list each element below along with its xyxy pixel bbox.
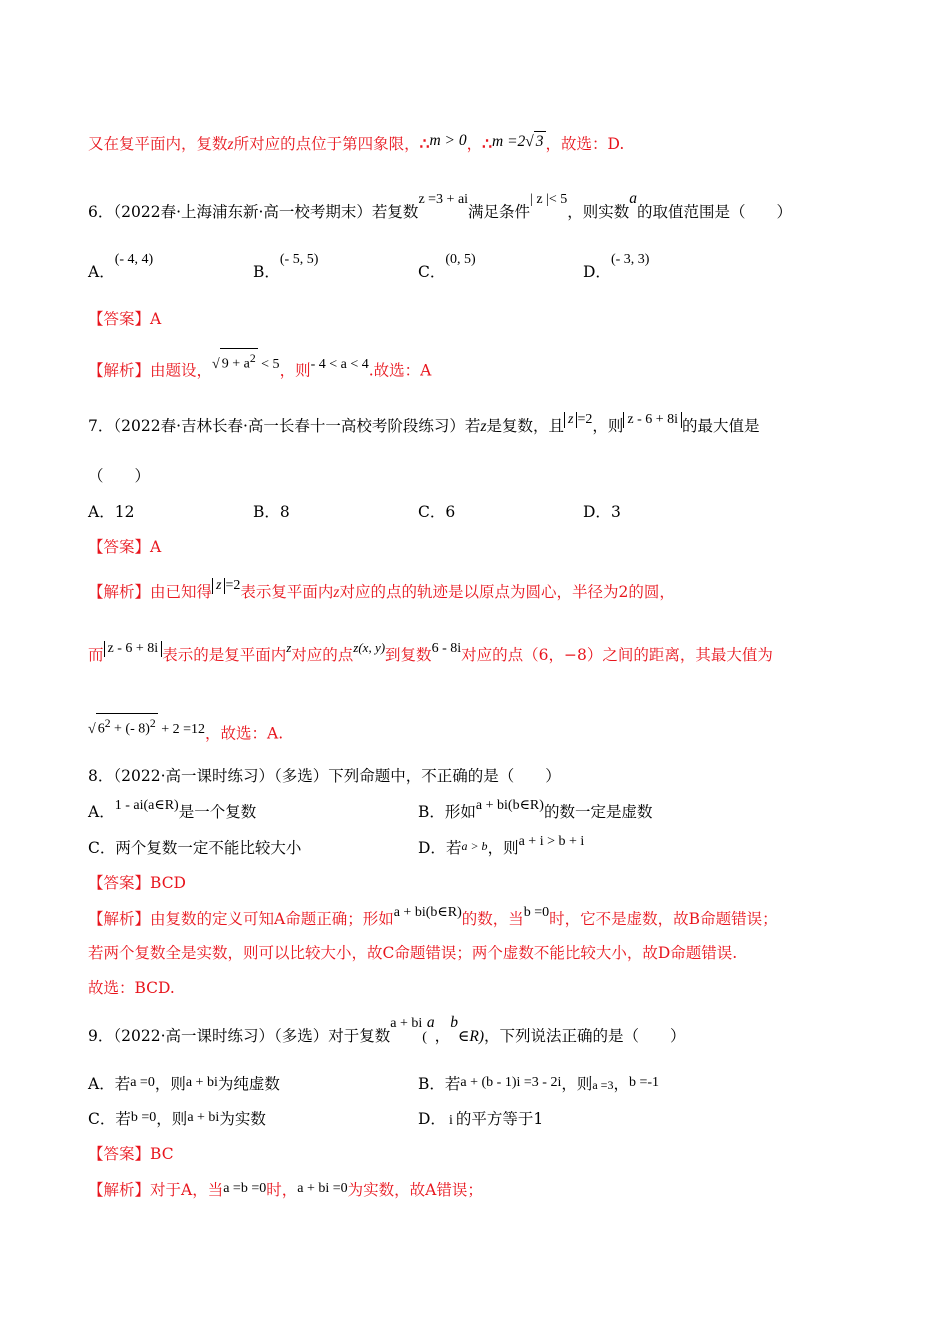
q6-analysis: [88, 352, 432, 383]
q8-answer: [88, 873, 186, 893]
question-9-stem: [88, 1014, 686, 1048]
text-segment: 对应的点的轨迹是以原点为圆心，半径为2的圆，: [339, 583, 675, 601]
math-m-gt-0: m > 0: [429, 132, 467, 149]
math-abs: z: [212, 578, 225, 594]
math-z: z: [286, 640, 292, 655]
option-label: D．: [583, 503, 611, 521]
option-value: (- 5, 5): [279, 252, 319, 267]
math-z-expr: z =3 + ai: [418, 192, 469, 207]
option-label: D．: [418, 839, 446, 857]
analysis-tag: 【解析】: [88, 910, 151, 928]
text-segment: ，则实数: [567, 203, 630, 221]
q6-answer: [88, 309, 161, 329]
math-expr: a + bi: [390, 1016, 423, 1031]
text-segment: 故选：BCD.: [88, 979, 175, 997]
option-math: a + bi: [187, 1110, 220, 1125]
option-value: 6: [445, 503, 456, 521]
option-value: 3: [610, 503, 621, 521]
math-expr: a + bi =0: [297, 1181, 348, 1196]
q6-option-a[interactable]: [88, 252, 154, 284]
q7-analysis-line1: [88, 578, 675, 604]
text-segment: 的取值范围是（ ）: [637, 203, 793, 221]
text-segment: ，: [434, 1027, 451, 1045]
text-segment: 对于A，当: [150, 1181, 224, 1199]
math-rhs: =2: [225, 578, 241, 593]
math-distance: √ $6^2$ + (- 8)$^2$ + 2 =12: [88, 722, 205, 737]
math-range: - 4 < a < 4: [310, 356, 369, 372]
text-segment: 由已知得: [150, 583, 213, 601]
answer-value: A: [150, 538, 162, 556]
option-math: a =0: [130, 1075, 155, 1090]
text-segment: 表示的是复平面内: [162, 646, 287, 664]
q8-option-a[interactable]: [88, 798, 257, 824]
option-text: 为实数: [219, 1110, 266, 1128]
option-text: 若: [444, 1075, 461, 1093]
text-segment: 的数，当: [461, 910, 524, 928]
text-segment: 所对应的点位于第四象限，: [233, 135, 420, 153]
text-segment: 对应的点（6，−8）之间的距离，其最大值为: [461, 646, 773, 664]
option-math: a =3: [592, 1078, 614, 1092]
q8-analysis-line2: [88, 943, 737, 963]
option-label: B．: [418, 803, 445, 821]
math-expr: a + bi(b∈R): [393, 905, 462, 920]
text-segment: ，故选：A.: [205, 724, 284, 743]
option-math: a + bi(b∈R): [475, 798, 544, 813]
math-abs-expr: z - 6 + 8i: [104, 641, 163, 657]
analysis-tag: 【解析】: [88, 583, 151, 601]
option-math: b =-1: [628, 1075, 660, 1090]
q8-analysis-line1: [88, 905, 778, 931]
question-source: （2022春·吉林长春·高一长春十一高校考阶段练习）若: [113, 417, 481, 435]
option-math: b =0: [130, 1110, 157, 1125]
option-math: a + i > b + i: [518, 834, 585, 849]
math-sup: 2: [104, 717, 111, 730]
question-number: 7．: [88, 417, 114, 435]
text-segment: 是复数，且: [486, 417, 564, 435]
option-value: (- 4, 4): [114, 252, 154, 267]
option-text: 若: [115, 1110, 131, 1128]
answer-value: BC: [150, 1145, 174, 1163]
question-8-stem: [88, 766, 561, 786]
text-segment: 时，它不是虚数，故B命题错误；: [549, 910, 778, 928]
answer-tag: 【答案】: [88, 874, 151, 892]
option-text: ，则: [154, 1075, 186, 1093]
option-label: B．: [253, 263, 280, 281]
q6-option-d[interactable]: [583, 252, 650, 284]
math-m-eq-root: 3: [535, 133, 544, 150]
math-paren: (: [422, 1030, 427, 1045]
option-text: ，则: [561, 1075, 593, 1093]
text-segment: ，故选：D.: [545, 135, 625, 153]
q9-option-a[interactable]: [88, 1074, 280, 1096]
q8-option-b[interactable]: [418, 798, 653, 824]
therefore-symbol: ∴: [419, 134, 430, 153]
option-text: 两个复数一定不能比较大小: [115, 839, 302, 857]
math-root-part: 6: [97, 721, 105, 737]
q6-option-b[interactable]: [253, 252, 319, 284]
math-modulus: [212, 578, 240, 593]
option-label: A．: [88, 803, 115, 821]
text-segment: ，则: [592, 417, 624, 435]
math-var-a: a: [629, 190, 638, 207]
math-var-a: a: [426, 1014, 435, 1031]
question-number: 9．: [88, 1027, 114, 1045]
question-7-stem: [88, 412, 760, 438]
option-label: D．: [583, 263, 611, 281]
option-math: 1 - ai(a∈R): [114, 798, 179, 813]
text-segment: ，: [466, 135, 483, 153]
math-rest: + 2 =12: [157, 721, 206, 737]
text-segment: 又在复平面内，复数: [88, 135, 228, 153]
q7-paren: [88, 466, 150, 486]
q8-option-d[interactable]: [418, 834, 585, 860]
question-6-stem: [88, 190, 793, 224]
option-label: A．: [88, 1075, 115, 1093]
option-math: i: [448, 1113, 453, 1128]
text-segment: 而: [88, 646, 104, 664]
math-root-body: 9 + a: [221, 356, 250, 372]
analysis-tag: 【解析】: [88, 1181, 151, 1199]
q9-answer: [88, 1144, 174, 1164]
option-text: 是一个复数: [178, 803, 257, 821]
q7-option-c[interactable]: [418, 502, 455, 522]
math-inequality: √ $9 + a^2 < 5$: [212, 357, 280, 372]
text-segment: 对应的点: [291, 646, 354, 664]
option-math: a + bi: [185, 1075, 218, 1090]
math-z: z: [333, 584, 340, 601]
q9-option-b[interactable]: [418, 1074, 659, 1096]
math-root: [96, 713, 158, 740]
q7-answer: [88, 537, 161, 557]
q7-analysis-line2: [88, 640, 773, 667]
math-condition: | z |< 5: [530, 192, 568, 207]
option-label: C．: [418, 263, 446, 281]
question-source: （2022·高一课时练习）（多选）下列命题中，不正确的是（ ）: [113, 767, 561, 785]
option-value: (0, 5): [445, 252, 476, 267]
option-label: B．: [418, 1075, 445, 1093]
math-m-eq-prefix: m =2: [492, 133, 526, 150]
math-complex-num: 6 - 8i: [431, 641, 462, 656]
text-segment: ，下列说法正确的是（ ）: [484, 1027, 686, 1045]
answer-tag: 【答案】: [88, 538, 151, 556]
analysis-tag: 【解析】: [88, 361, 151, 380]
math-z: z: [227, 136, 234, 153]
text-segment: 的最大值是: [682, 417, 760, 435]
math-var-b: b: [450, 1014, 458, 1031]
answer-value: BCD: [150, 874, 186, 892]
option-text: 形如: [444, 803, 476, 821]
math-sup: 2: [249, 352, 256, 365]
math-modulus: [564, 412, 592, 427]
math-in-r: ∈R): [457, 1028, 485, 1045]
option-text: 的平方等于1: [455, 1110, 544, 1128]
option-label: A．: [88, 263, 115, 281]
question-number: 8．: [88, 767, 114, 785]
answer-value: A: [150, 310, 162, 328]
q6-option-c[interactable]: [418, 252, 476, 284]
option-text: ，: [613, 1075, 629, 1093]
answer-paren: （ ）: [88, 467, 151, 485]
q7-option-a[interactable]: [88, 502, 134, 522]
option-text: 若: [445, 839, 462, 857]
text-segment: .故选：A: [368, 361, 432, 380]
option-text: 若: [114, 1075, 131, 1093]
question-source: （2022春·上海浦东新·高一校考期末）若复数: [113, 203, 419, 221]
option-value: (- 3, 3): [610, 252, 650, 267]
option-label: C．: [88, 1110, 116, 1128]
option-label: A．: [88, 503, 115, 521]
q9-option-d[interactable]: [418, 1109, 543, 1131]
answer-tag: 【答案】: [88, 310, 151, 328]
text-segment: 满足条件: [468, 203, 531, 221]
text-segment: 由复数的定义可知A命题正确；形如: [150, 910, 394, 928]
option-label: C．: [418, 503, 446, 521]
option-text: ，则: [487, 839, 519, 857]
math-lt: < 5: [257, 356, 280, 372]
q9-option-c[interactable]: [88, 1109, 266, 1131]
option-value: 8: [279, 503, 290, 521]
option-value: 12: [114, 503, 135, 521]
option-text: ，则: [156, 1110, 188, 1128]
question-source: （2022·高一课时练习）（多选）对于复数: [113, 1027, 391, 1045]
option-label: D．: [418, 1110, 446, 1128]
option-math: a > b: [461, 839, 488, 853]
math-cond: b =0: [523, 905, 550, 920]
option-text: 的数一定是虚数: [543, 803, 653, 821]
math-point: z(x, y): [353, 640, 386, 655]
option-label: C．: [88, 839, 116, 857]
math-abs-expr: z - 6 + 8i: [623, 412, 682, 428]
q7-analysis-line3: [88, 719, 283, 746]
math-root-part: + (- 8): [110, 721, 150, 737]
option-text: 为纯虚数: [217, 1075, 280, 1093]
math-z: z: [480, 418, 487, 435]
text-segment: ，则: [279, 361, 311, 380]
math-abs: z: [564, 412, 577, 428]
math-root: [220, 348, 258, 375]
math-m-eq: m =2√ 3: [492, 133, 544, 150]
q8-option-c[interactable]: [88, 838, 301, 858]
therefore-symbol: ∴: [482, 134, 492, 153]
text-segment: 表示复平面内: [240, 583, 334, 601]
text-segment: 为实数，故A错误；: [347, 1181, 483, 1199]
question-number: 6．: [88, 203, 114, 221]
option-math: a + (b - 1)i =3 - 2i: [460, 1075, 562, 1090]
text-segment: 到复数: [385, 646, 432, 664]
q9-analysis-line1: [88, 1180, 483, 1202]
math-rhs: =2: [577, 412, 593, 427]
option-label: B．: [253, 503, 280, 521]
text-segment: 时，: [266, 1181, 298, 1199]
q7-option-d[interactable]: [583, 502, 621, 522]
math-sup: 2: [149, 717, 156, 730]
math-cond: a =b =0: [223, 1181, 267, 1196]
text-segment: 若两个复数全是实数，则可以比较大小，故C命题错误；两个虚数不能比较大小，故D命题错误.: [88, 944, 738, 962]
q8-analysis-line3: [88, 978, 175, 998]
q7-option-b[interactable]: [253, 502, 290, 522]
text-segment: 由题设，: [150, 361, 213, 380]
analysis-continuation-line: [88, 134, 624, 155]
answer-tag: 【答案】: [88, 1145, 151, 1163]
